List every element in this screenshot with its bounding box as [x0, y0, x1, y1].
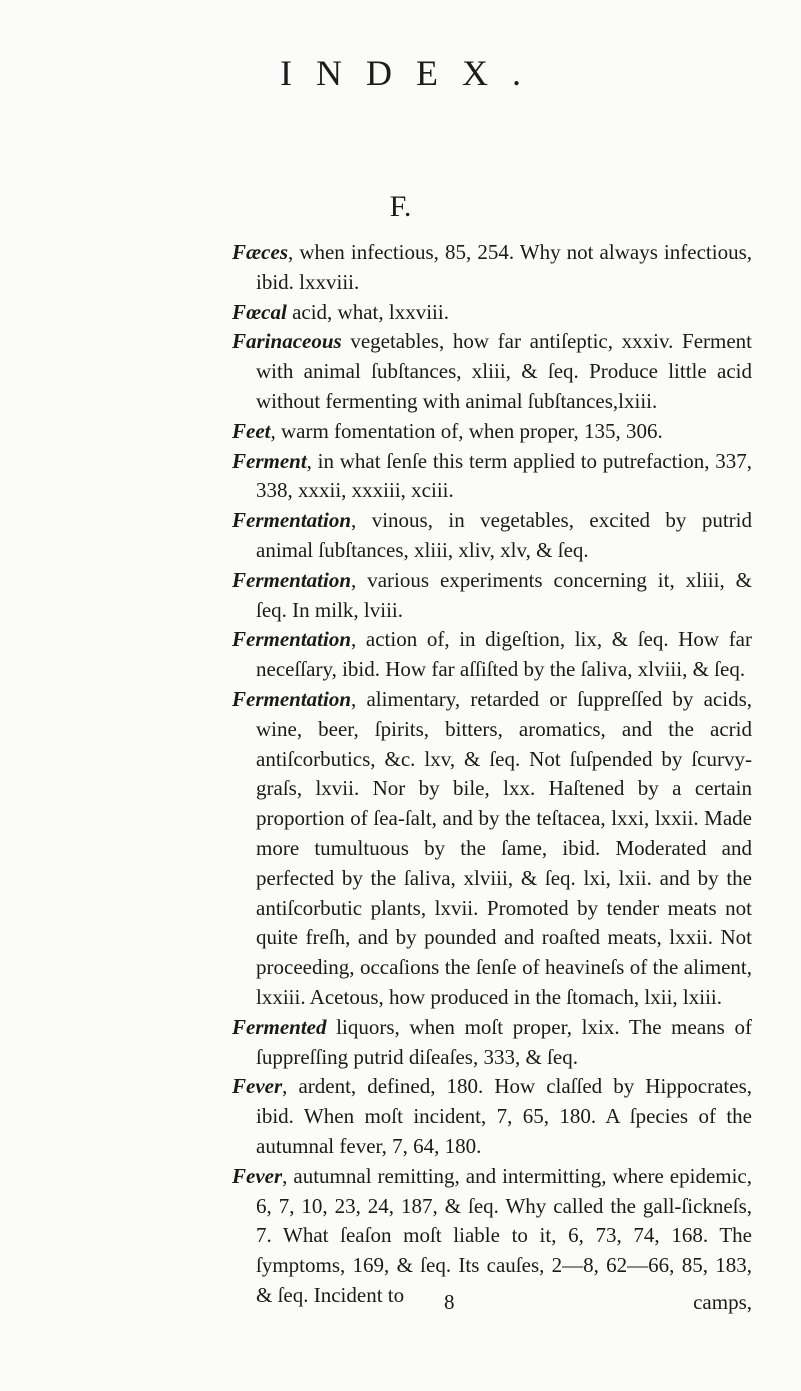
- entry-head: Fermentation: [232, 627, 352, 652]
- entry-head: Fever: [232, 1074, 283, 1099]
- entry-head: Fermentation: [232, 567, 352, 592]
- entry-text: , various experiments concerning it, xliii, & ſeq. In milk, lviii.: [256, 567, 752, 622]
- index-entry: [232, 685, 752, 1013]
- entry-head: Ferment: [232, 448, 307, 473]
- entry-text: , in what ſenſe this term applied to putrefaction, 337, 338, xxxii, xxxiii, xciii.: [256, 448, 752, 503]
- entry-head: Fermentation: [232, 508, 352, 533]
- catchword: camps,: [693, 1290, 752, 1314]
- entry-text: , warm fomentation of, when proper, 135, 306.: [270, 418, 663, 443]
- index-entry: [232, 506, 752, 566]
- entry-head: Feet: [232, 418, 271, 443]
- entry-text: , autumnal remitting, and intermitting, where epidemic, 6, 7, 10, 23, 24, 187, & ſeq. Why called the gall-ſickneſs, 7. What ſeaſon moſt liable to it, 6, 73, 74, 168. The ſymptoms, 169, & ſeq. Its cauſes, 2—8, 62—66, 85, 183, & ſeq. Incident to: [256, 1163, 752, 1307]
- index-entries: [232, 238, 752, 1311]
- entry-head: Fæces: [232, 240, 288, 264]
- entry-text: acid, what, lxxviii.: [286, 299, 449, 324]
- index-entry: [232, 1162, 752, 1311]
- index-entry: [232, 238, 752, 298]
- entry-text: , when infectious, 85, 254. Why not always infectious, ibid. lxxviii.: [256, 240, 752, 294]
- index-entry: [232, 417, 752, 447]
- entry-head: Fermented: [232, 1014, 327, 1039]
- entry-text: , action of, in digeſtion, lix, & ſeq. How far neceſſary, ibid. How far aſſiſted by the ſaliva, xlviii, & ſeq.: [256, 627, 752, 682]
- index-entry: [232, 566, 752, 626]
- index-entry: [232, 327, 752, 416]
- page-footer: [232, 1290, 752, 1320]
- entry-head: Fermentation: [232, 686, 352, 711]
- entry-head: Fever: [232, 1163, 283, 1188]
- index-entry: [232, 625, 752, 685]
- index-entry: [232, 298, 752, 328]
- index-entry: [232, 447, 752, 507]
- entry-text: , ardent, defined, 180. How claſſed by Hippocrates, ibid. When moſt incident, 7, 65, 180. A ſpecies of the autumnal fever, 7, 64, 180.: [256, 1074, 752, 1158]
- entry-text: liquors, when moſt proper, lxix. The means of ſuppreſſing putrid diſeaſes, 333, & ſeq.: [256, 1014, 752, 1069]
- entry-text: , alimentary, retarded or ſuppreſſed by acids, wine, beer, ſpirits, bitters, aromatics, and the acrid antiſcorbutics, &c. lxv, & ſeq. Not ſuſpended by ſcurvy-graſs, lxvii. Nor by bile, lxx. Haſtened by a certain proportion of ſea-ſalt, and by the teſtacea, lxxi, lxxii. Made more tumultuous by the ſame, ibid. Moderated and perfected by the ſaliva, xlviii, & ſeq. lxi, lxii. and by the antiſcorbutic plants, lxvii. Promoted by tender meats not quite freſh, and by pounded and roaſted meats, lxxii. Not proceeding, occaſions the ſenſe of heavineſs of the aliment, lxxiii. Acetous, how produced in the ſtomach, lxii, lxiii.: [256, 686, 752, 1009]
- entry-text: , vinous, in vegetables, excited by putrid animal ſubſtances, xliii, xliv, xlv, & ſeq.: [256, 508, 752, 562]
- section-letter: F.: [389, 190, 412, 223]
- index-entry: [232, 1013, 752, 1073]
- entry-head: Farinaceous: [232, 329, 342, 354]
- signature-mark: 8: [444, 1290, 455, 1314]
- entry-text: vegetables, how far antiſeptic, xxxiv. Ferment with animal ſubſtances, xliii, & ſeq. Produce little acid without fermenting with animal ſubſtances,lxiii.: [256, 329, 752, 413]
- running-head: INDEX.: [280, 53, 545, 93]
- entry-head: Fœcal: [232, 299, 287, 324]
- index-entry: [232, 1072, 752, 1161]
